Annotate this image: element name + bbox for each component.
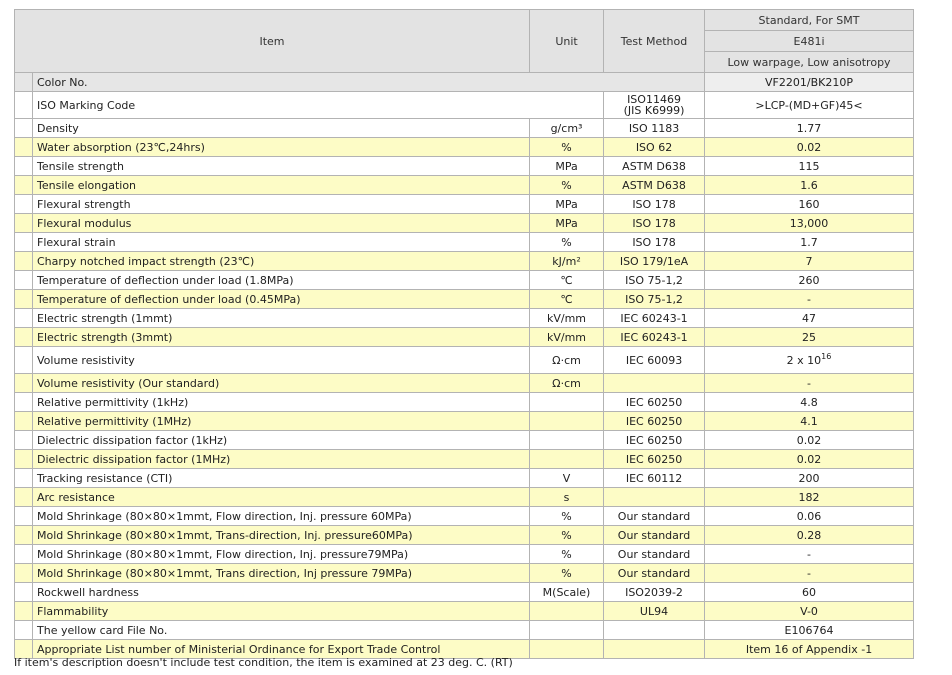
row-unit: MPa	[530, 157, 604, 176]
table-row	[15, 290, 914, 309]
row-unit: %	[530, 564, 604, 583]
table-row	[15, 431, 914, 450]
row-method: Our standard	[604, 545, 705, 564]
row-item: Rockwell hardness	[33, 583, 530, 602]
iso-marking-method	[604, 92, 705, 119]
row-unit: MPa	[530, 214, 604, 233]
row-item: Mold Shrinkage (80×80×1mmt, Flow direction, Inj. pressure79MPa)	[33, 545, 530, 564]
row-marker	[15, 488, 33, 507]
table-row	[15, 564, 914, 583]
row-value: 0.02	[705, 431, 914, 450]
table-row	[15, 488, 914, 507]
row-item: Tensile strength	[33, 157, 530, 176]
row-item: Charpy notched impact strength (23℃)	[33, 252, 530, 271]
row-unit: kV/mm	[530, 328, 604, 347]
color-row	[15, 73, 914, 92]
row-marker	[15, 195, 33, 214]
row-marker	[15, 564, 33, 583]
row-unit: MPa	[530, 195, 604, 214]
row-marker	[15, 138, 33, 157]
row-method: ISO 178	[604, 233, 705, 252]
row-marker	[15, 374, 33, 393]
table-row	[15, 176, 914, 195]
row-unit	[530, 450, 604, 469]
row-value: 0.02	[705, 450, 914, 469]
row-method: ASTM D638	[604, 157, 705, 176]
row-marker	[15, 412, 33, 431]
row-item: Dielectric dissipation factor (1MHz)	[33, 450, 530, 469]
table-row	[15, 195, 914, 214]
row-marker	[15, 119, 33, 138]
row-unit	[530, 621, 604, 640]
table-row	[15, 309, 914, 328]
row-unit: ℃	[530, 271, 604, 290]
row-marker	[15, 309, 33, 328]
row-value: 7	[705, 252, 914, 271]
row-item: Flexural strain	[33, 233, 530, 252]
row-marker	[15, 507, 33, 526]
row-marker	[15, 347, 33, 374]
properties-table	[14, 9, 914, 659]
row-method: ISO 62	[604, 138, 705, 157]
row-method: ISO 75-1,2	[604, 271, 705, 290]
row-unit: V	[530, 469, 604, 488]
row-item: Mold Shrinkage (80×80×1mmt, Flow direction, Inj. pressure 60MPa)	[33, 507, 530, 526]
iso-method-line2: (JIS K6999)	[623, 104, 685, 117]
row-method: IEC 60250	[604, 450, 705, 469]
row-method: IEC 60250	[604, 412, 705, 431]
table-row	[15, 602, 914, 621]
footnote: If item's description doesn't include test condition, the item is examined at 23 deg. C. (RT)	[14, 656, 513, 669]
row-marker	[15, 545, 33, 564]
row-value: 0.28	[705, 526, 914, 545]
row-unit: kV/mm	[530, 309, 604, 328]
row-method: IEC 60243-1	[604, 328, 705, 347]
row-value: 260	[705, 271, 914, 290]
row-unit: Ω·cm	[530, 374, 604, 393]
row-value: 4.1	[705, 412, 914, 431]
row-unit	[530, 602, 604, 621]
row-value: 25	[705, 328, 914, 347]
row-unit	[530, 412, 604, 431]
color-value: VF2201/BK210P	[705, 73, 914, 92]
table-row	[15, 233, 914, 252]
row-item: Relative permittivity (1MHz)	[33, 412, 530, 431]
row-marker	[15, 328, 33, 347]
row-unit: %	[530, 176, 604, 195]
row-unit: kJ/m²	[530, 252, 604, 271]
row-method: IEC 60250	[604, 431, 705, 450]
row-value: 200	[705, 469, 914, 488]
row-item: Water absorption (23℃,24hrs)	[33, 138, 530, 157]
header-product: E481i	[705, 31, 914, 52]
row-marker	[15, 73, 33, 92]
iso-marking-row	[15, 92, 914, 119]
row-marker	[15, 621, 33, 640]
row-item: Temperature of deflection under load (0.45MPa)	[33, 290, 530, 309]
row-method: ISO 1183	[604, 119, 705, 138]
row-item: Dielectric dissipation factor (1kHz)	[33, 431, 530, 450]
row-method: ISO 178	[604, 214, 705, 233]
row-value: 160	[705, 195, 914, 214]
row-marker	[15, 526, 33, 545]
row-marker	[15, 233, 33, 252]
row-item: Volume resistivity (Our standard)	[33, 374, 530, 393]
row-value: 0.06	[705, 507, 914, 526]
table-row	[15, 507, 914, 526]
row-marker	[15, 176, 33, 195]
row-value: 47	[705, 309, 914, 328]
row-value: 60	[705, 583, 914, 602]
table-row	[15, 374, 914, 393]
row-item: Flammability	[33, 602, 530, 621]
row-value: 0.02	[705, 138, 914, 157]
row-unit	[530, 393, 604, 412]
row-method: IEC 60250	[604, 393, 705, 412]
row-unit: ℃	[530, 290, 604, 309]
row-item: Mold Shrinkage (80×80×1mmt, Trans-direction, Inj. pressure60MPa)	[33, 526, 530, 545]
value-base: 2 x 10	[786, 353, 822, 367]
header-test-method: Test Method	[604, 10, 705, 73]
row-marker	[15, 214, 33, 233]
table-row	[15, 119, 914, 138]
row-value: 1.77	[705, 119, 914, 138]
row-value: Item 16 of Appendix -1	[705, 640, 914, 659]
row-item: Appropriate List number of Ministerial Ordinance for Export Trade Control	[33, 640, 530, 659]
row-value	[705, 347, 914, 374]
row-item: Density	[33, 119, 530, 138]
row-unit: M(Scale)	[530, 583, 604, 602]
row-method: Our standard	[604, 526, 705, 545]
row-value: E106764	[705, 621, 914, 640]
row-value: -	[705, 290, 914, 309]
table-row	[15, 393, 914, 412]
row-unit	[530, 431, 604, 450]
table-row	[15, 621, 914, 640]
row-marker	[15, 450, 33, 469]
header-unit: Unit	[530, 10, 604, 73]
iso-marking-value: >LCP-(MD+GF)45<	[705, 92, 914, 119]
header-item: Item	[15, 10, 530, 73]
table-row	[15, 252, 914, 271]
color-label: Color No.	[33, 73, 705, 92]
row-item: Tensile elongation	[33, 176, 530, 195]
row-method	[604, 488, 705, 507]
row-item: Flexural strength	[33, 195, 530, 214]
row-item: Arc resistance	[33, 488, 530, 507]
row-method	[604, 374, 705, 393]
row-unit: %	[530, 545, 604, 564]
row-marker	[15, 469, 33, 488]
row-method: ISO 179/1eA	[604, 252, 705, 271]
table-row	[15, 545, 914, 564]
row-value: 1.7	[705, 233, 914, 252]
header-feature: Low warpage, Low anisotropy	[705, 52, 914, 73]
row-item: Electric strength (1mmt)	[33, 309, 530, 328]
row-unit: %	[530, 507, 604, 526]
row-marker	[15, 393, 33, 412]
row-marker	[15, 602, 33, 621]
row-item: Temperature of deflection under load (1.8MPa)	[33, 271, 530, 290]
row-marker	[15, 431, 33, 450]
row-method: UL94	[604, 602, 705, 621]
row-marker	[15, 157, 33, 176]
row-value: 4.8	[705, 393, 914, 412]
row-method: ISO 178	[604, 195, 705, 214]
iso-marking-label: ISO Marking Code	[33, 92, 604, 119]
row-value: 1.6	[705, 176, 914, 195]
row-unit: s	[530, 488, 604, 507]
value-exponent: 16	[821, 351, 832, 361]
row-unit: g/cm³	[530, 119, 604, 138]
table-row	[15, 526, 914, 545]
row-value: -	[705, 545, 914, 564]
table-row	[15, 157, 914, 176]
row-item: Mold Shrinkage (80×80×1mmt, Trans direction, Inj pressure 79MPa)	[33, 564, 530, 583]
row-item: The yellow card File No.	[33, 621, 530, 640]
row-item: Tracking resistance (CTI)	[33, 469, 530, 488]
row-unit: %	[530, 233, 604, 252]
row-method: IEC 60112	[604, 469, 705, 488]
row-unit: %	[530, 138, 604, 157]
row-item: Relative permittivity (1kHz)	[33, 393, 530, 412]
row-value: 115	[705, 157, 914, 176]
row-value: 13,000	[705, 214, 914, 233]
row-method	[604, 621, 705, 640]
row-unit: Ω·cm	[530, 347, 604, 374]
row-method: ISO 75-1,2	[604, 290, 705, 309]
row-item: Electric strength (3mmt)	[33, 328, 530, 347]
row-method: ISO2039-2	[604, 583, 705, 602]
row-value: -	[705, 564, 914, 583]
iso-method-line1: ISO11469	[627, 93, 681, 106]
row-method: ASTM D638	[604, 176, 705, 195]
header-grade: Standard, For SMT	[705, 10, 914, 31]
table-row	[15, 328, 914, 347]
row-value: V-0	[705, 602, 914, 621]
table-row	[15, 271, 914, 290]
volume-resistivity-row	[15, 347, 914, 374]
row-method: IEC 60243-1	[604, 309, 705, 328]
table-row	[15, 214, 914, 233]
row-marker	[15, 271, 33, 290]
row-unit: %	[530, 526, 604, 545]
row-item: Volume resistivity	[33, 347, 530, 374]
row-marker	[15, 252, 33, 271]
row-value: -	[705, 374, 914, 393]
table-row	[15, 469, 914, 488]
row-method: Our standard	[604, 507, 705, 526]
table-row	[15, 583, 914, 602]
row-unit	[530, 640, 604, 659]
row-method: Our standard	[604, 564, 705, 583]
row-marker	[15, 290, 33, 309]
table-row	[15, 412, 914, 431]
row-marker	[15, 583, 33, 602]
row-value: 182	[705, 488, 914, 507]
row-item: Flexural modulus	[33, 214, 530, 233]
table-row	[15, 138, 914, 157]
table-row	[15, 450, 914, 469]
row-method: IEC 60093	[604, 347, 705, 374]
row-marker	[15, 92, 33, 119]
row-method	[604, 640, 705, 659]
